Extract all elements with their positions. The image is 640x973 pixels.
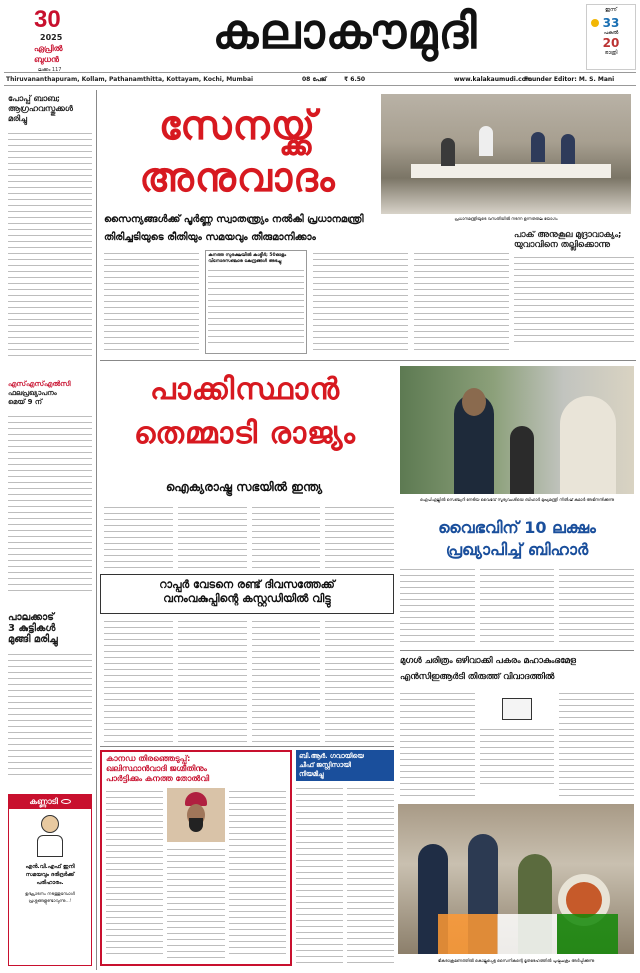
left-news-3-headline-3: മുങ്ങി മരിച്ചു (8, 634, 58, 645)
side-story-1-headline: പാക് അനുകൂല മുദ്രാവാക്യം; (514, 230, 622, 240)
cartoon-body (37, 835, 63, 857)
left-news-2 (8, 380, 92, 600)
lead-inset-title: കനത്ത സുരക്ഷയിൽ കശ്മീർ; 50ഓളം വിനോദസഞ്ചാര കേന്ദ്രങ്ങൾ അടച്ചു (208, 253, 287, 264)
price: ₹ 6.50 (344, 76, 366, 83)
lead-inset-body (208, 267, 303, 347)
weather-label: ഇന്ന് (605, 7, 617, 13)
vaibhav-headline-2: പ്രഖ്യാപിച്ച് ബിഹാർ (445, 540, 589, 559)
left-news-1-headline-2: ആഗ്രഹവസ്തുക്കൾ (8, 104, 73, 113)
date-month: ഏപ്രിൽ (34, 44, 63, 53)
chief-justice-header (296, 750, 394, 781)
left-news-1-headline-3: മരിച്ചു (8, 114, 28, 123)
vaibhav-body-column (559, 566, 634, 644)
chief-justice-body-column (296, 785, 343, 965)
eye-icon (61, 799, 71, 804)
lead-body-column (313, 250, 408, 354)
canada-photo-col (167, 788, 224, 956)
left-news-1-body (8, 130, 92, 356)
photo-person (479, 126, 493, 156)
chief-justice-headline-3: നിയമിച്ചു (299, 770, 324, 778)
vaibhav-headline-1: വൈഭവിന് 10 ലക്ഷം (438, 518, 596, 537)
lead-body-column (104, 250, 199, 354)
date-year: 2025 (40, 33, 63, 42)
canada-headline-2: ഖലിസ്ഥാൻവാദി ജഗ്മീതിനും (106, 764, 207, 773)
mughal-headline-2: എൻസിഇആർടി തിരുത്ത് വിവാദത്തിൽ (400, 672, 555, 682)
left-news-3-headline: പാലക്കാട് (8, 612, 54, 623)
vaibhav-body-column (400, 566, 475, 644)
second-body (104, 504, 394, 568)
canada-headline-1: കാനഡ തിരഞ്ഞെടുപ്പ്: (106, 754, 191, 763)
second-body-column (104, 504, 173, 568)
second-body-column (178, 504, 247, 568)
second-body-column (325, 504, 394, 568)
left-news-3 (8, 612, 92, 790)
mughal-body-column (400, 690, 475, 798)
book-illustration-text (480, 726, 555, 786)
cartoon-box (8, 794, 92, 966)
second-headline-2: തെമ്മാടി രാജ്യം (134, 416, 356, 451)
chief-justice-body (296, 785, 394, 965)
cartoon-text: എൻ.വി.എഫ് ഇനി സമയവും ദരിദ്രർക്ക് പരിഹാരം. (25, 864, 75, 886)
founder-editor: Founder Editor: M. S. Mani (524, 76, 615, 83)
rapper-headline-1: റാപ്പർ വേടനെ രണ്ട് ദിവസത്തേക്ക് (159, 578, 335, 591)
lead-photo-caption: പ്രധാനമന്ത്രിയുടെ വസതിയിൽ നടന്ന ഉന്നതതല യോഗം (454, 216, 558, 221)
lead-headline-2: അനുവാദം (139, 155, 336, 201)
lead-inset (205, 250, 306, 354)
chief-justice-headline-2: ചീഫ് ജസ്റ്റിസായി (299, 761, 351, 769)
left-news-2-headline-2: ഫലപ്രഖ്യാപനം (8, 389, 57, 397)
rapper-body-column (178, 618, 247, 742)
weather-day-temp: 33 (602, 16, 620, 30)
lead-subhead-2: തിരിച്ചടിയുടെ രീതിയും സമയവും തീരുമാനിക്കാം (104, 232, 316, 243)
second-subhead: ഐക്യരാഷ്ട്ര സഭയിൽ ഇന്ത്യ (165, 480, 323, 494)
weather-box (586, 4, 636, 70)
masthead-strip (4, 72, 636, 86)
canada-headline-3: പാർട്ടിക്കും കനത്ത തോൽവി (106, 774, 210, 783)
rapper-headline-box (100, 574, 394, 614)
second-headline-1: പാക്കിസ്ഥാൻ (149, 372, 341, 407)
weather-night-label: രാത്രി (604, 50, 618, 56)
date-weekday: ബുധൻ (34, 55, 59, 64)
canada-box (100, 750, 292, 966)
weather-night-temp: 20 (602, 36, 620, 50)
lead-body-column (414, 250, 509, 354)
rapper-body-column (252, 618, 321, 742)
lead-photo (381, 94, 631, 214)
book-icon (502, 698, 532, 720)
second-photo-caption: ഐപിഎല്ലിൽ സെഞ്ച്വറി നേടിയ വൈഭവ് സൂര്യവംശിയെ ബിഹാർ മുഖ്യമന്ത്രി നിതീഷ് കുമാർ അഭിനന്ദിക്കുന്നു (419, 497, 615, 502)
section-divider (100, 746, 394, 747)
vaibhav-body-column (480, 566, 555, 644)
canada-body-column (229, 788, 286, 956)
rapper-body-column (325, 618, 394, 742)
chief-justice-body-column (347, 785, 394, 965)
website: www.kalakaumudi.com (454, 76, 533, 83)
section-divider (400, 650, 634, 651)
masthead (0, 0, 640, 88)
canada-body-column (167, 846, 224, 958)
page-count: 08 പേജ് (302, 76, 327, 83)
cartoon-label-text: കണ്ണാടി (29, 797, 58, 806)
left-news-2-headline: എസ്എസ്എൽസി (8, 380, 71, 388)
photo-person (510, 426, 534, 494)
photo-beard (189, 818, 203, 832)
mughal-body (400, 690, 634, 798)
rapper-body (104, 618, 394, 742)
cartoon-figure (34, 815, 66, 859)
column-divider (96, 90, 97, 970)
mughal-body-column (559, 690, 634, 798)
tribute-photo-caption: ഭീകരാക്രമണത്തിൽ കൊല്ലപ്പെട്ട സൈനികന്റെ മൃതദേഹത്തിൽ പുഷ്പചക്രം അർപ്പിക്കുന്നു (437, 958, 595, 963)
cartoon-footer: ഉദ്ഘാടനം നടത്തുമ്പോൾ പ്രശ്നങ്ങളുണ്ടാവുന്നു...! (24, 892, 76, 904)
second-photo (400, 366, 634, 494)
side-story-1 (514, 230, 634, 356)
canada-photo (167, 788, 224, 842)
canada-body-column (106, 788, 163, 956)
sun-icon (591, 19, 599, 27)
weather-day-label: പകൽ (603, 30, 619, 36)
edition-tag: ലക്കം 117 (38, 67, 62, 73)
side-story-1-headline-2: യുവാവിനെ തല്ലിക്കൊന്നു (514, 240, 610, 250)
rapper-body-column (104, 618, 173, 742)
vaibhav-body (400, 566, 634, 644)
rapper-headline-2: വനംവകുപ്പിന്റെ കസ്റ്റഡിയിൽ വിട്ടു (163, 592, 331, 605)
chief-justice-box (296, 750, 394, 966)
chief-justice-headline-1: ബി.ആർ. ഗവായിയെ (299, 752, 364, 760)
canada-body (102, 784, 290, 960)
lead-body (104, 250, 509, 354)
left-news-3-headline-2: 3 കുട്ടികൾ (8, 623, 56, 634)
left-news-2-headline-3: മെയ് 9 ന് (8, 398, 43, 406)
photo-person (561, 134, 575, 164)
left-news-2-body (8, 413, 92, 593)
second-body-column (252, 504, 321, 568)
photo-person (531, 132, 545, 162)
left-news-1-headline: പോപ്പ് ബാബ; (8, 94, 61, 103)
book-illustration (480, 690, 555, 798)
photo-person (560, 396, 616, 494)
side-story-1-body (514, 254, 634, 342)
photo-coffin (438, 914, 618, 954)
editions-list: Thiruvananthapuram, Kollam, Pathanamthitta, Kottayam, Kochi, Mumbai (6, 76, 254, 83)
left-news-3-body (8, 651, 92, 779)
lead-headline-1: സേനയ്ക്ക് (158, 103, 317, 149)
photo-table (411, 164, 611, 178)
photo-person (441, 138, 455, 166)
mughal-headline-1: മുഗൾ ചരിത്രം ഒഴിവാക്കി പകരം മഹാകുംഭമേള (400, 656, 576, 666)
photo-face (462, 388, 486, 416)
cartoon-label (9, 795, 91, 809)
tribute-photo (398, 804, 634, 954)
newspaper-title: കലാകൗമുദി (212, 4, 478, 60)
date-day: 30 (34, 6, 61, 33)
left-news-1 (8, 94, 92, 370)
lead-subhead-1: സൈന്യങ്ങൾക്ക് പൂർണ്ണ സ്വാതന്ത്ര്യം നൽകി പ്രധാനമന്ത്രി (104, 214, 364, 225)
cartoon-head (41, 815, 59, 833)
section-divider (100, 360, 636, 361)
